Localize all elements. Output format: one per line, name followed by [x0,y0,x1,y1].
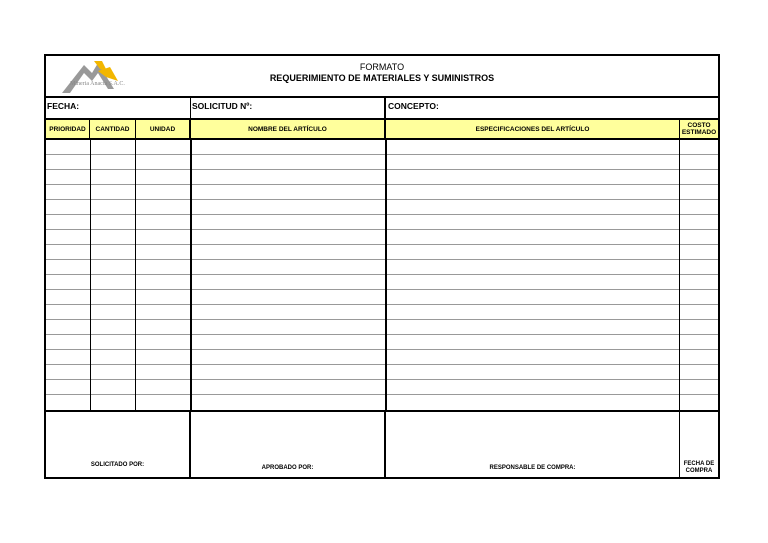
fecha-compra-label [680,461,718,475]
solicitud-field[interactable]: SOLICITUD Nº: [191,98,386,118]
table-row[interactable] [46,335,718,350]
table-row[interactable] [46,320,718,335]
column-header-costo [680,120,718,138]
requisition-form [44,54,720,479]
costo-line2: ESTIMADO [681,129,717,136]
column-header-prioridad: PRIORIDAD [46,120,90,138]
solicitado-label: SOLICITADO POR: [90,462,145,468]
form-header [46,56,718,98]
concepto-field[interactable]: CONCEPTO: [388,101,439,111]
costo-line1: COSTO [687,122,711,129]
table-row[interactable] [46,275,718,290]
fecha-compra-line1: FECHA DE [683,461,715,467]
column-divider [679,140,680,410]
table-row[interactable] [46,350,718,365]
table-row[interactable] [46,140,718,155]
column-header-cantidad: CANTIDAD [90,120,136,138]
column-divider [135,140,136,410]
table-row[interactable] [46,245,718,260]
column-header-nombre: NOMBRE DEL ARTÍCULO [191,120,386,138]
responsable-label: RESPONSABLE DE COMPRA: [489,465,576,471]
table-row[interactable] [46,200,718,215]
aprobado-label: APROBADO POR: [261,465,314,471]
table-row[interactable] [46,155,718,170]
aprobado-signature-box[interactable] [191,412,386,477]
table-row[interactable] [46,170,718,185]
table-row[interactable] [46,395,718,410]
form-subtitle: REQUERIMIENTO DE MATERIALES Y SUMINISTROS [269,73,495,83]
table-row[interactable] [46,290,718,305]
table-row[interactable] [46,260,718,275]
column-divider [190,140,192,410]
column-divider [385,140,387,410]
table-row[interactable] [46,215,718,230]
item-rows [46,140,718,410]
column-header-especificaciones: ESPECIFICACIONES DEL ARTÍCULO [386,120,680,138]
table-row[interactable] [46,365,718,380]
column-divider [90,140,91,410]
table-row[interactable] [46,185,718,200]
signature-footer [46,410,718,477]
fecha-field[interactable]: FECHA: [46,98,191,118]
logo-text: Mineria Anacta S.A.C. [70,81,125,87]
table-row[interactable] [46,230,718,245]
column-header-row [46,118,718,140]
responsable-signature-box[interactable] [386,412,680,477]
solicitado-signature-box[interactable] [46,412,191,477]
table-row[interactable] [46,305,718,320]
column-header-unidad: UNIDAD [136,120,191,138]
fecha-compra-box[interactable] [680,412,718,477]
table-row[interactable] [46,380,718,395]
form-title: FORMATO [359,62,405,72]
fecha-compra-line2: COMPRA [685,468,713,474]
